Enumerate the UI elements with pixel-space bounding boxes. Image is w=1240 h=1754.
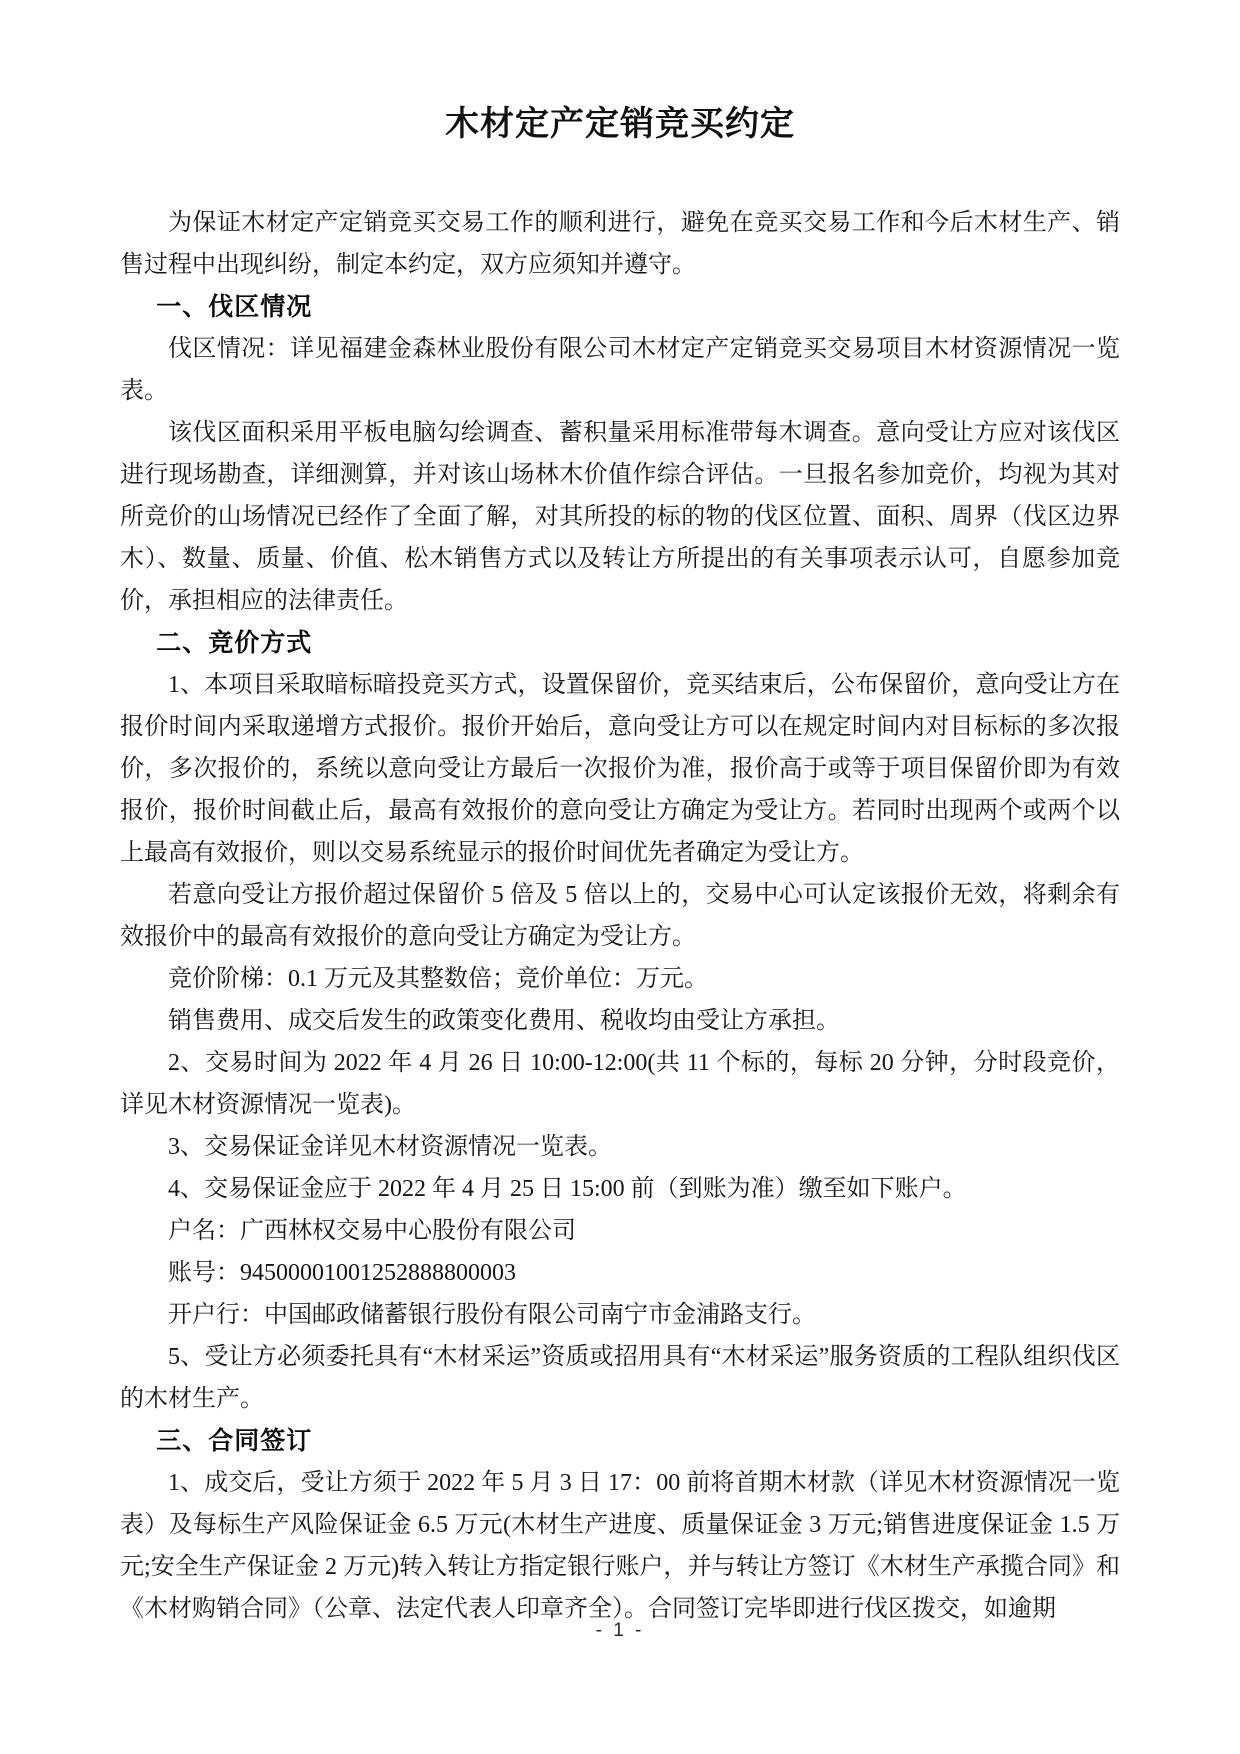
page-footer — [0, 1620, 1240, 1642]
paragraph-trade-time: 2、交易时间为 2022 年 4 月 26 日 10:00-12:00(共 11 个标的，每标 20 分钟，分时段竞价，详见木材资源情况一览表)。 — [120, 1050, 1120, 1118]
paragraph-bid-increment: 竞价阶梯：0.1 万元及其整数倍；竞价单位：万元。 — [168, 966, 708, 992]
paragraph-intro: 为保证木材定产定销竞买交易工作的顺利进行，避免在竞买交易工作和今后木材生产、销售过程中出现纠纷，制定本约定，双方应须知并遵守。 — [120, 210, 1120, 278]
paragraph-account-number: 账号：94500001001252888800003 — [168, 1260, 516, 1286]
section-heading-contract-signing: 三、合同签订 — [156, 1427, 313, 1455]
paragraph-price-cap-rule: 若意向受让方报价超过保留价 5 倍及 5 倍以上的，交易中心可认定该报价无效，将剩余有效报价中的最高有效报价的意向受让方确定为受让方。 — [120, 882, 1120, 950]
document-title: 木材定产定销竞买约定 — [445, 106, 795, 143]
paragraph-felling-area-survey: 该伐区面积采用平板电脑勾绘调查、蓄积量采用标准带每木调查。意向受让方应对该伐区进行现场勘查，详细测算，并对该山场林木价值作综合评估。一旦报名参加竞价，均视为其对所竞价的山场情况已经作了全面了解，对其所投的标的物的伐区位置、面积、周界（伐区边界木）、数量、质量、价值、松木销售方式以及转让方所提出的有关事项表示认可，自愿参加竞价，承担相应的法律责任。 — [120, 420, 1120, 614]
paragraph-fees-responsibility: 销售费用、成交后发生的政策变化费用、税收均由受让方承担。 — [168, 1008, 840, 1034]
paragraph-bidding-process: 1、本项目采取暗标暗投竞买方式，设置保留价，竞买结束后，公布保留价，意向受让方在报价时间内采取递增方式报价。报价开始后，意向受让方可以在规定时间内对目标标的多次报价，多次报价的，系统以意向受让方最后一次报价为准，报价高于或等于项目保留价即为有效报价，报价时间截止后，最高有效报价的意向受让方确定为受让方。若同时出现两个或两个以上最高有效报价，则以交易系统显示的报价时间优先者确定为受让方。 — [120, 672, 1120, 866]
paragraph-bank-branch: 开户行：中国邮政储蓄银行股份有限公司南宁市金浦路支行。 — [168, 1302, 816, 1328]
paragraph-qualification-requirement: 5、受让方必须委托具有“木材采运”资质或招用具有“木材采运”服务资质的工程队组织伐区的木材生产。 — [120, 1344, 1120, 1412]
page-number: - 1 - — [595, 1620, 645, 1641]
paragraph-account-name: 户名：广西林权交易中心股份有限公司 — [168, 1218, 576, 1244]
paragraph-contract-signing-terms: 1、成交后，受让方须于 2022 年 5 月 3 日 17：00 前将首期木材款（详见木材资源情况一览表）及每标生产风险保证金 6.5 万元(木材生产进度、质量保证金 3 万元;销售进度保证金 1.5 万元;安全生产保证金 2 万元)转入转让方指定银行账户，并与转让方签订《木材生产承揽合同》和《木材购销合同》（公章、法定代表人印章齐全）。合同签订完毕即进行伐区拨交，如逾期 — [120, 1470, 1120, 1622]
section-heading-felling-area: 一、伐区情况 — [156, 293, 313, 321]
paragraph-deposit-reference: 3、交易保证金详见木材资源情况一览表。 — [168, 1134, 612, 1160]
paragraph-deposit-deadline: 4、交易保证金应于 2022 年 4 月 25 日 15:00 前（到账为准）缴至如下账户。 — [168, 1176, 967, 1202]
paragraph-felling-area-reference: 伐区情况：详见福建金森林业股份有限公司木材定产定销竞买交易项目木材资源情况一览表。 — [120, 336, 1120, 404]
section-heading-bidding-method: 二、竞价方式 — [156, 629, 313, 657]
document-content — [120, 100, 1120, 1630]
